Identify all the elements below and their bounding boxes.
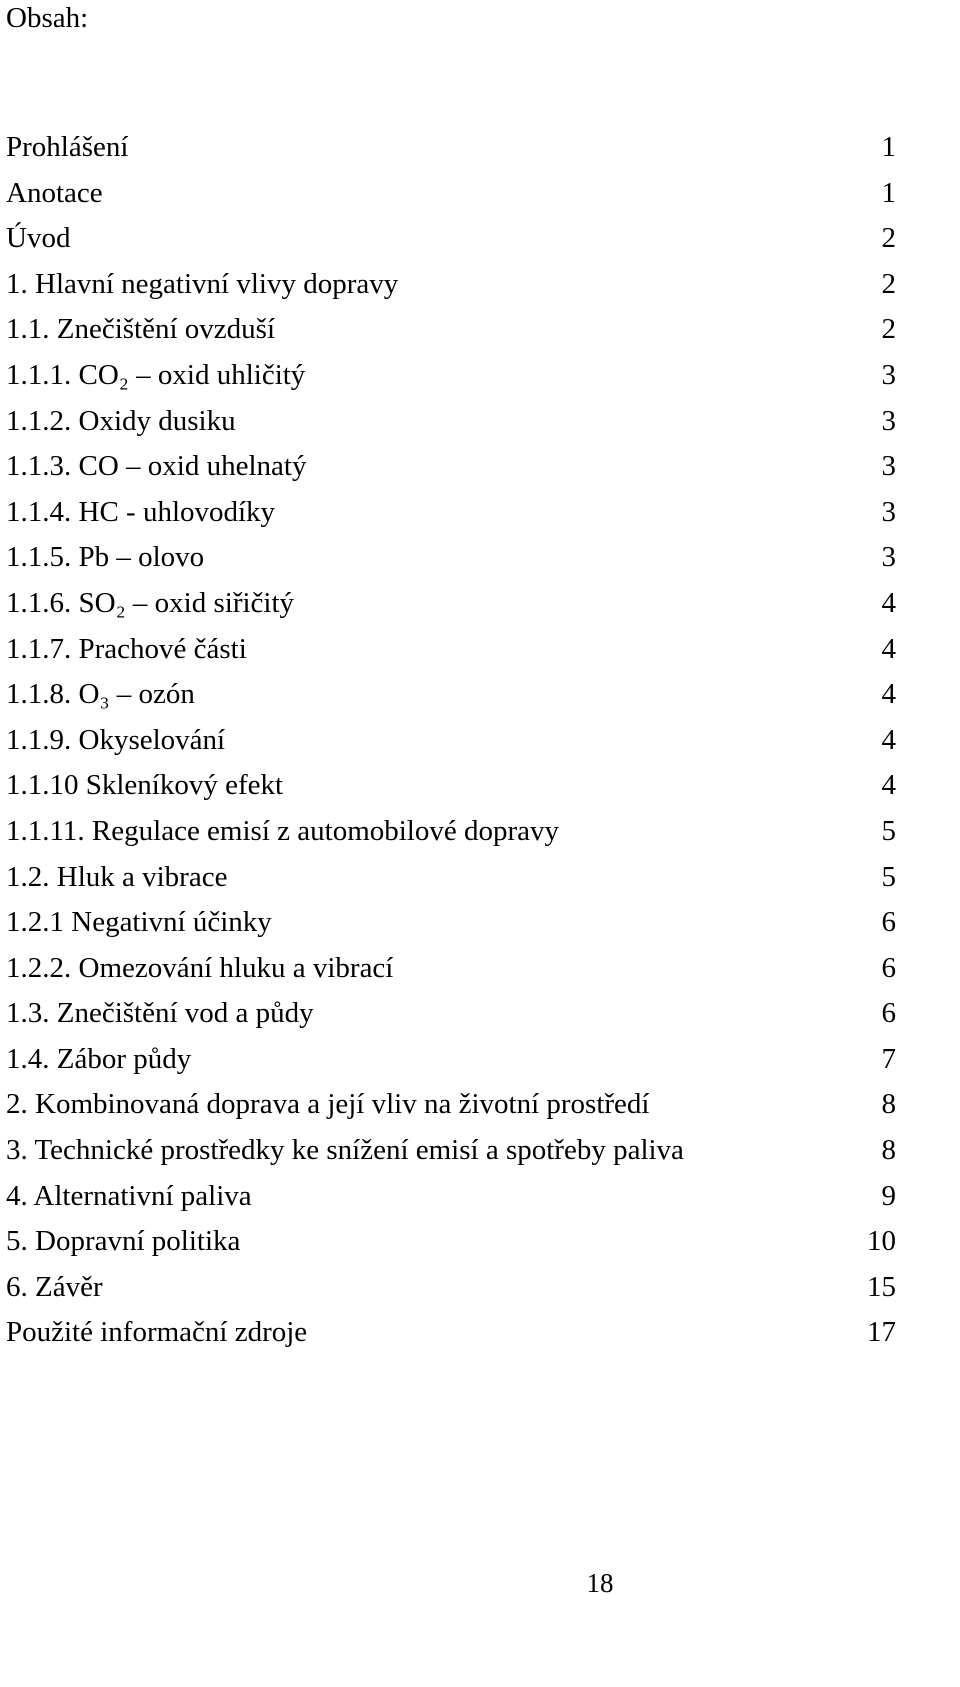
toc-row [6, 672, 896, 718]
toc-row [6, 627, 896, 673]
toc-entry-page: 4 [881, 678, 896, 711]
toc-entry-page: 7 [881, 1042, 896, 1075]
toc-row [6, 1265, 896, 1311]
toc-row [6, 809, 896, 855]
toc-row [6, 1174, 896, 1220]
toc-entry-title: 1.1.9. Okyselování [6, 723, 226, 756]
toc-entry-page: 1 [881, 131, 896, 163]
toc-row [6, 1082, 896, 1128]
table-of-contents [6, 125, 896, 1356]
toc-entry-title: 1.1.1. CO₂ – oxid uhličitý [6, 358, 306, 391]
toc-row [6, 763, 896, 809]
toc-entry-page: 3 [881, 495, 896, 528]
toc-entry-title: 1.3. Znečištění vod a půdy [6, 997, 314, 1030]
toc-entry-title: 3. Technické prostředky ke snížení emisí a spotřeby paliva [6, 1134, 684, 1167]
toc-entry-title: 6. Závěr [6, 1270, 103, 1303]
toc-entry-title: 1.1.3. CO – oxid uhelnatý [6, 450, 307, 483]
toc-entry-page: 6 [881, 951, 896, 984]
toc-entry-page: 3 [881, 450, 896, 483]
toc-row [6, 307, 896, 353]
toc-row [6, 1128, 896, 1174]
toc-entry-page: 10 [867, 1225, 896, 1258]
toc-row [6, 535, 896, 581]
toc-heading: Obsah: [6, 2, 89, 34]
toc-entry-title: 1.1.4. HC - uhlovodíky [6, 495, 276, 528]
toc-row [6, 216, 896, 262]
toc-entry-page: 4 [881, 632, 896, 665]
toc-row [6, 353, 896, 399]
toc-entry-title: 1.1.5. Pb – olovo [6, 541, 205, 574]
toc-entry-page: 2 [881, 313, 896, 346]
toc-entry-title: Úvod [6, 222, 71, 255]
toc-entry-page: 5 [881, 860, 896, 893]
toc-entry-page: 4 [881, 723, 896, 756]
toc-entry-title: 1.2.2. Omezování hluku a vibrací [6, 951, 394, 984]
toc-row [6, 855, 896, 901]
toc-entry-title: 1.2.1 Negativní účinky [6, 906, 272, 939]
toc-row [6, 946, 896, 992]
toc-entry-title: 1. Hlavní negativní vlivy dopravy [6, 267, 399, 300]
toc-entry-title: 2. Kombinovaná doprava a její vliv na životní prostředí [6, 1088, 650, 1121]
toc-entry-title: 1.1.11. Regulace emisí z automobilové dopravy [6, 814, 560, 847]
toc-entry-page: 3 [881, 358, 896, 391]
toc-entry-page: 6 [881, 906, 896, 939]
toc-row [6, 1310, 896, 1356]
toc-entry-page: 5 [881, 814, 896, 847]
toc-entry-page: 8 [881, 1088, 896, 1121]
toc-entry-title: 1.1.7. Prachové části [6, 632, 247, 665]
toc-row [6, 171, 896, 217]
toc-entry-page: 9 [881, 1179, 896, 1212]
toc-entry-title: Prohlášení [6, 131, 129, 163]
toc-row [6, 900, 896, 946]
toc-row [6, 1219, 896, 1265]
toc-row [6, 581, 896, 627]
toc-row [6, 991, 896, 1037]
toc-row [6, 399, 896, 445]
toc-entry-page: 2 [881, 267, 896, 300]
toc-entry-title: 1.1.8. O₃ – ozón [6, 678, 195, 711]
toc-entry-title: Použité informační zdroje [6, 1316, 308, 1349]
toc-entry-page: 3 [881, 404, 896, 437]
toc-entry-title: 1.1.6. SO₂ – oxid siřičitý [6, 586, 295, 619]
toc-entry-page: 2 [881, 222, 896, 255]
toc-row [6, 125, 896, 171]
toc-entry-title: Anotace [6, 176, 103, 209]
toc-row [6, 490, 896, 536]
toc-entry-title: 1.1.10 Skleníkový efekt [6, 769, 284, 802]
toc-entry-page: 15 [867, 1270, 896, 1303]
toc-entry-title: 4. Alternativní paliva [6, 1179, 252, 1212]
toc-entry-page: 4 [881, 586, 896, 619]
toc-row [6, 444, 896, 490]
toc-entry-page: 1 [881, 176, 896, 209]
toc-entry-title: 1.1.2. Oxidy dusiku [6, 404, 236, 437]
toc-entry-title: 1.4. Zábor půdy [6, 1042, 192, 1075]
toc-row [6, 262, 896, 308]
page-number: 18 [586, 1568, 614, 1598]
toc-entry-page: 6 [881, 997, 896, 1030]
toc-entry-title: 1.1. Znečištění ovzduší [6, 313, 276, 346]
toc-entry-page: 8 [881, 1134, 896, 1167]
toc-row [6, 718, 896, 764]
toc-entry-page: 17 [867, 1316, 896, 1349]
toc-entry-title: 1.2. Hluk a vibrace [6, 860, 228, 893]
toc-row [6, 1037, 896, 1083]
toc-entry-title: 5. Dopravní politika [6, 1225, 241, 1258]
toc-entry-page: 4 [881, 769, 896, 802]
toc-entry-page: 3 [881, 541, 896, 574]
